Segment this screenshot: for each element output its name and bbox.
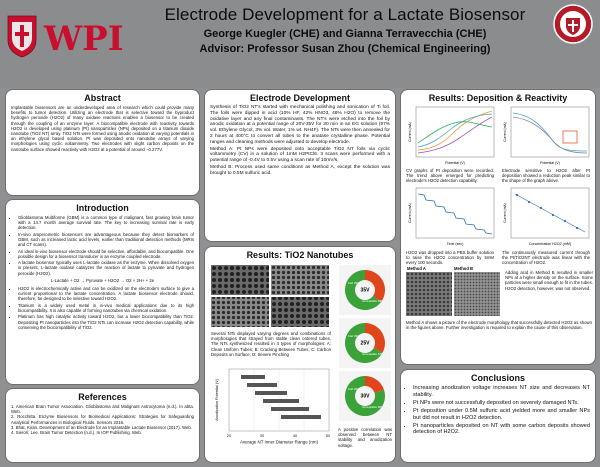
time-caption: H2O2 was dropped into a PBS buffer solution to raise the H2O2 concentration by 5mM every 100 seconds. bbox=[406, 250, 494, 266]
x-tick-label: 30 bbox=[259, 433, 265, 438]
abstract-heading: Abstract bbox=[84, 93, 121, 103]
nanotubes-heading: Results: TiO2 Nanotubes bbox=[246, 250, 354, 260]
references-panel bbox=[5, 388, 200, 463]
university-seal bbox=[553, 4, 593, 44]
method-sem-images bbox=[406, 272, 502, 316]
references-heading: References bbox=[78, 392, 127, 402]
introduction-list-2 bbox=[11, 286, 194, 330]
cv-x-label: Potential (V) bbox=[445, 161, 465, 165]
chart-x-label: Average NT Inner Diameter Range (nm) bbox=[240, 439, 318, 445]
donut-acceptable-label: Acceptable 80% bbox=[362, 405, 384, 409]
concentration-caption: The continuously measured current through the Pt/TiO2NT electrode was linear with the concentration of H2O2. bbox=[502, 250, 590, 266]
method-b-text: Method B: Process used same conditions as Method A, except the solution was brought to 0.5M sulfuric acid. bbox=[210, 164, 390, 176]
time-y-label: Current (mA) bbox=[408, 203, 412, 223]
conclusions-heading: Conclusions bbox=[470, 373, 525, 383]
x-tick-label: 20 bbox=[226, 433, 232, 438]
donut-fail-label: Fail 35% bbox=[348, 281, 360, 285]
intro-item: • An ideal in-vivo biosensor electrode should be selective, affordable, and biocompatible. One possible design for a biosensor transducer is an enzyme coupled electrode. bbox=[18, 249, 194, 259]
time-current-plot bbox=[406, 186, 496, 248]
poster-authors: George Kuegler (CHE) and Gianna Terravecchia (CHE) bbox=[203, 28, 487, 40]
donut-acceptable-label: Acceptable 65% bbox=[362, 299, 384, 303]
intro-item: • Glioblastoma Multiforme (GBM) is a common type of malignant, fast growing brain tumor with a 14.7 month average survival rate. The key to increasing survival rate is early detection. bbox=[18, 215, 194, 231]
cv-plot bbox=[406, 105, 496, 167]
conclusion-item: • Pt deposition under 0.5M sulfuric acid yielded more and smaller NPs but did not result in H2O2 detection. bbox=[413, 408, 590, 422]
x-tick-label: 50 bbox=[325, 433, 331, 438]
sem-images-grid bbox=[211, 265, 331, 327]
reference-item: 2. Rocchitta. Enzyme Biosensors for Biomedical Applications: Strategies for Safeguarding Analytical Performances in Biological Fluids. Sensors 2016. bbox=[11, 414, 194, 425]
deposition-panel bbox=[400, 89, 596, 365]
intro-item: • In-vivo amperometric biosensors are advantageous because they detect biomarkers of GBM, such as increased lactic acid levels, earlier than traditional detection methods (MRIs and CT scans). bbox=[18, 232, 194, 248]
diameter-range-chart bbox=[211, 365, 333, 445]
reference-item: 4. Sieroń; Lee. Brain Tumor Detection (n.d.). In IOP Publishing. Web. bbox=[11, 430, 142, 436]
reference-item: 1. American Brain Tumor Association. Glioblastoma and Malignant Astrocytoma (n.d.). In abta. Web. bbox=[11, 404, 194, 415]
donut-acceptable-label: Acceptable 67% bbox=[362, 352, 384, 356]
intro-item: • H2O2 is electrochemically active and can be oxidized on the electrode's surface to give a current proportional to the lactate concentration. A lactate biosensor electrode should, therefore, be designed to be selective toward H2O2. bbox=[18, 286, 194, 302]
reduction-y-label: Current (mA) bbox=[503, 122, 507, 142]
method-b-caption: Adding acid in Method B resulted in smaller NPs at a higher density on the surface. Some particles were small enough to fit in the tubes. H2O2 detection, however, was not observed. bbox=[505, 270, 593, 291]
chart-y-label: Anodization Potential (V) bbox=[215, 379, 219, 421]
conclusion-item: • Pt NPs were not successfully deposited on severely damaged NTs. bbox=[413, 400, 590, 407]
intro-item: • A lactate biosensor typically uses L-lactate oxidase as the enzyme. When dissolved oxygen is present, L-lactate oxidase catalyzes the reaction of lactate to pyruvate and hydrogen peroxide (H2O2). bbox=[18, 260, 194, 276]
cv-y-label: Current (mA) bbox=[408, 122, 412, 142]
reduction-plot bbox=[501, 105, 591, 167]
donut-center-label: 30V bbox=[360, 393, 370, 400]
conclusion-item: • Pt nanoparticles deposited on NT with some carbon deposits showed detection of H2O2. bbox=[413, 423, 590, 437]
introduction-heading: Introduction bbox=[76, 203, 129, 213]
electrode-heading: Electrode Development bbox=[249, 93, 351, 103]
method-b-label: Method B bbox=[454, 266, 474, 271]
conclusion-item: • Increasing anodization voltage increases NT size and decreases NT stability. bbox=[413, 385, 590, 399]
poster-advisor: Advisor: Professor Susan Zhou (Chemical Engineering) bbox=[199, 43, 491, 55]
electrode-paragraph: Synthesis of TiO2 NT's started with mechanical polishing and sonication of Ti foil. The foils were dipped in acid (10% HF, 42% HNO3, 48% H2O) to remove the oxidative layer and any final contaminants. The NT's were etched into the foil by anodic oxidation at a potential range of 20V-35V for 30 min in an EG solution (97% vol. Ethylene Glycol, 3% vol. Water, 1% wt. NH4F). The NTs were then annealed for 2 hours at 400°C to convert all tubes to the anatase crystalline phase. Potential ranges and cleaning methods were adjusted to develop electrode. bbox=[210, 105, 390, 145]
cv-caption: CV graphs of Pt deposition were recorded. The trend above emerged for predicting electrode's H2O2 detection capability. bbox=[406, 168, 494, 184]
donut-caption: A positive correlation was observed between NT stability and anodization voltage. bbox=[338, 427, 392, 448]
method-a-label: Method A bbox=[407, 266, 426, 271]
reduction-x-label: Potential (V) bbox=[540, 161, 560, 165]
donut-center-label: 35V bbox=[360, 287, 370, 294]
abstract-panel bbox=[5, 89, 200, 196]
reduction-caption: Electrode sensitive to H2O2 after Pt deposition showed a reduction peak similar to the shape of the graph above. bbox=[502, 168, 590, 184]
nanotubes-panel bbox=[204, 246, 396, 463]
donut-charts bbox=[337, 265, 393, 425]
reference-item: 3. Bhat, Kiran. Development of an Electrode for an Implantable Lactate Biosensor (2017). Web. bbox=[11, 424, 192, 430]
intro-item: • Titanium is a widely used metal in in-vivo medical applications due to its high biocompatibility. It is also capable of forming nanotubes via chemical oxidation. bbox=[18, 303, 194, 313]
donut-center-label: 25V bbox=[360, 340, 370, 347]
deposition-heading: Results: Deposition & Reactivity bbox=[428, 93, 568, 103]
reaction-equation: L-Lactate + O2 → Pyruvate + H2O2 → O2 + 2H+ + 2e bbox=[50, 277, 155, 283]
conclusions-panel bbox=[400, 369, 596, 463]
wpi-logo bbox=[6, 14, 136, 58]
svg-text:WPI: WPI bbox=[44, 19, 124, 58]
donut-fail-label: Fail 33% bbox=[348, 334, 360, 338]
introduction-list bbox=[11, 215, 194, 276]
method-a-text: Method A: Pt NPs were deposited onto acceptable TiO2 NT foils via cyclic voltammetry (CV) in a solution of 1mM H2PtCl6. 3 scans were performed with a potential range of -0.4V to 0.5V using a scan rate of 10mV/s. bbox=[210, 146, 390, 164]
abstract-text: Implantable biosensors are an underdeveloped area of research which could provide many benefits to tumor detection. Utilizing an electrode that is selective toward the byproduct hydrogen peroxide (H2O2) of many oxidase reactions enables a biosensor to be created through the coupling of an enzyme layer. A biocompatible electrode with reactivity towards H2O2 is developed using platinum (Pt) nanoparticles (NPs) deposited on a titanium dioxide nanotube (TiO2 NT) array. TiO2 NTs were formed using anodic oxidation at varying potentials in an ethylene glycol based solution. Pt was deposited onto nanotube arrays of varying morphologies using cyclic voltammetry. Two electrodes with slight carbon deposits on the nanotube surface showed reactivity with H2O2 at a potential of around −0.277V. bbox=[11, 105, 194, 152]
donut-fail-label: Fail 20% bbox=[348, 387, 360, 391]
concentration-x-label: Concentration H2O2 (mM) bbox=[528, 242, 572, 246]
poster-title: Electrode Development for a Lactate Biosensor bbox=[164, 5, 526, 24]
concentration-plot bbox=[501, 186, 591, 248]
concentration-y-label: Current (mA) bbox=[503, 203, 507, 223]
method-a-caption: Method A shows a picture of the electrode morphology that successfully detected H2O2 as shown in the figures above. Further investigation is required to explain the cause of this observation. bbox=[406, 320, 592, 331]
poster-header bbox=[0, 0, 600, 88]
intro-item: • Platinum has high catalytic activity toward H2O2, but a lower biocompatibility than TiO2. Depositing Pt nanoparticles into the TiO2 NTs can increase H2O2 detection capability, while conserving the biocompatibility of TiO2. bbox=[18, 314, 194, 330]
conclusions-list bbox=[406, 385, 590, 436]
x-tick-label: 40 bbox=[292, 433, 298, 438]
nanotubes-caption: Several NTs displayed varying degrees and combinations of morphologies that strayed from stable clean ordered tubes. The NTs synthesized resulted in 4 types of morphologies: A: Clean Uniform Tubes; B: Cracking Between Tubes; C: Carbon Deposits on Surface; D: Severe Pinching bbox=[211, 331, 331, 357]
electrode-panel bbox=[204, 89, 396, 242]
introduction-panel bbox=[5, 199, 200, 385]
time-x-label: Time (sec) bbox=[446, 242, 464, 246]
